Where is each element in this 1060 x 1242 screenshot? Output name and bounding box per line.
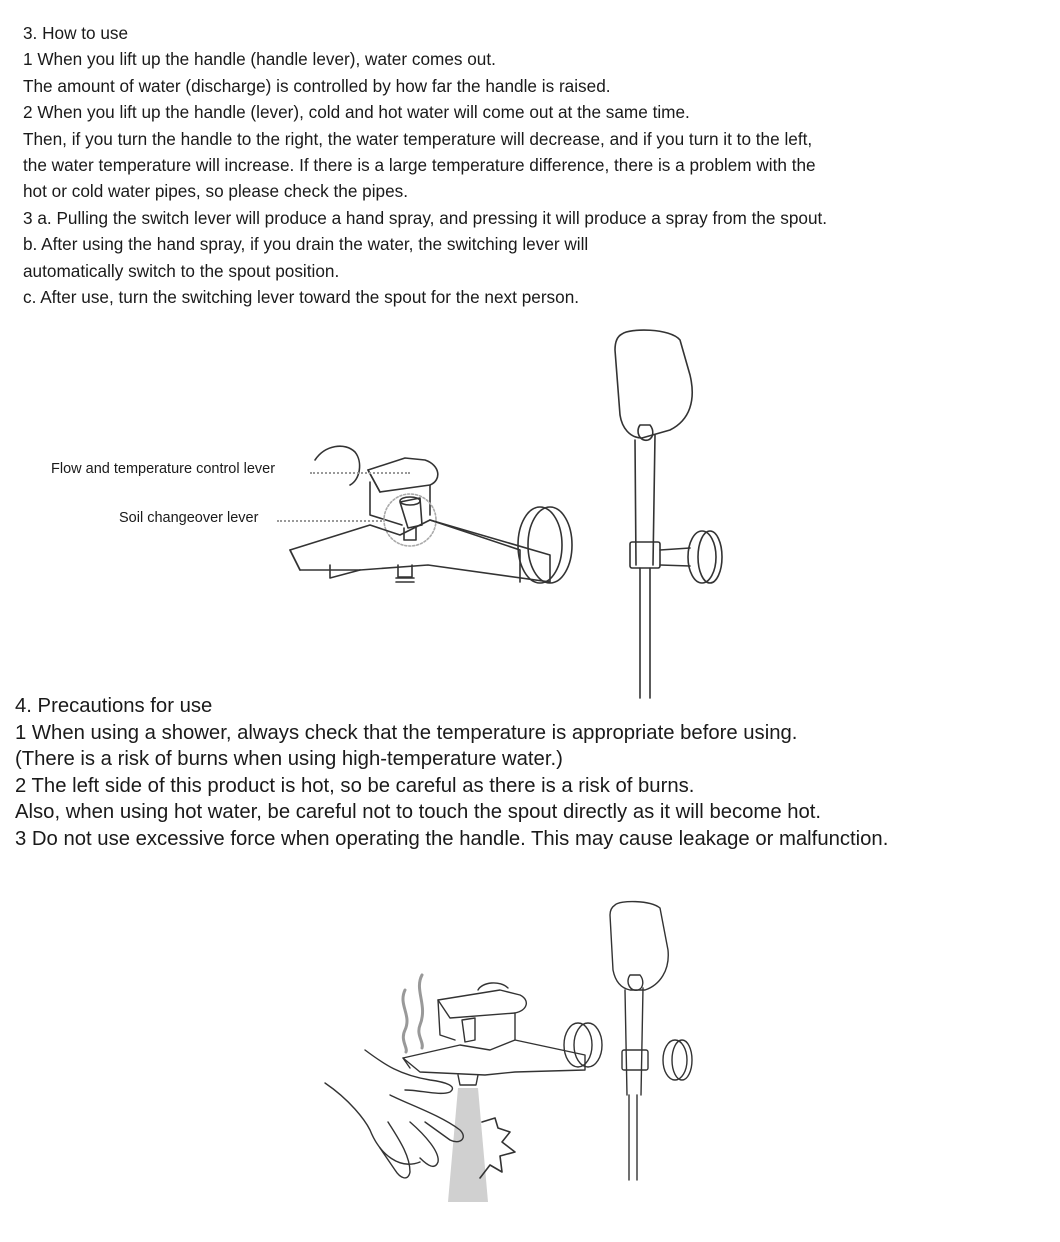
precaution-line: 3 Do not use excessive force when operating the handle. This may cause leakage or malfunction. bbox=[15, 827, 889, 850]
how-to-use-line: 3 a. Pulling the switch lever will produce a hand spray, and pressing it will produce a spray from the spout. bbox=[23, 207, 828, 228]
leader-line bbox=[310, 472, 410, 474]
how-to-use-line: b. After using the hand spray, if you drain the water, the switching lever will bbox=[23, 234, 589, 255]
hot-burn-warning-illustration-icon bbox=[310, 890, 730, 1220]
leader-line bbox=[277, 520, 382, 522]
precautions-section bbox=[15, 693, 1045, 852]
callout-flow-temperature-lever: Flow and temperature control lever bbox=[51, 461, 276, 477]
how-to-use-line: Then, if you turn the handle to the right, the water temperature will decrease, and if you turn it to the left, bbox=[23, 128, 813, 149]
how-to-use-line: automatically switch to the spout position. bbox=[23, 260, 340, 281]
precautions-heading: 4. Precautions for use bbox=[15, 695, 213, 717]
hot-spout-warning-diagram bbox=[310, 890, 730, 1220]
precaution-line: 2 The left side of this product is hot, so be careful as there is a risk of burns. bbox=[15, 774, 695, 797]
how-to-use-line: The amount of water (discharge) is controlled by how far the handle is raised. bbox=[23, 75, 611, 96]
precaution-line: Also, when using hot water, be careful not to touch the spout directly as it will become hot. bbox=[15, 801, 822, 823]
precaution-line: 1 When using a shower, always check that the temperature is appropriate before using. bbox=[15, 721, 798, 744]
callout-changeover-lever: Soil changeover lever bbox=[119, 510, 259, 526]
how-to-use-section bbox=[23, 20, 1033, 310]
how-to-use-line: the water temperature will increase. If there is a large temperature difference, there is a problem with the bbox=[23, 155, 816, 176]
how-to-use-line: hot or cold water pipes, so please check the pipes. bbox=[23, 181, 409, 202]
how-to-use-line: 2 When you lift up the handle (lever), cold and hot water will come out at the same time. bbox=[23, 102, 690, 123]
how-to-use-heading: 3. How to use bbox=[23, 23, 129, 43]
precaution-line: (There is a risk of burns when using high-temperature water.) bbox=[15, 748, 563, 770]
how-to-use-line: 1 When you lift up the handle (handle lever), water comes out. bbox=[23, 49, 496, 70]
how-to-use-line: c. After use, turn the switching lever toward the spout for the next person. bbox=[23, 287, 580, 308]
faucet-diagram bbox=[30, 320, 750, 700]
